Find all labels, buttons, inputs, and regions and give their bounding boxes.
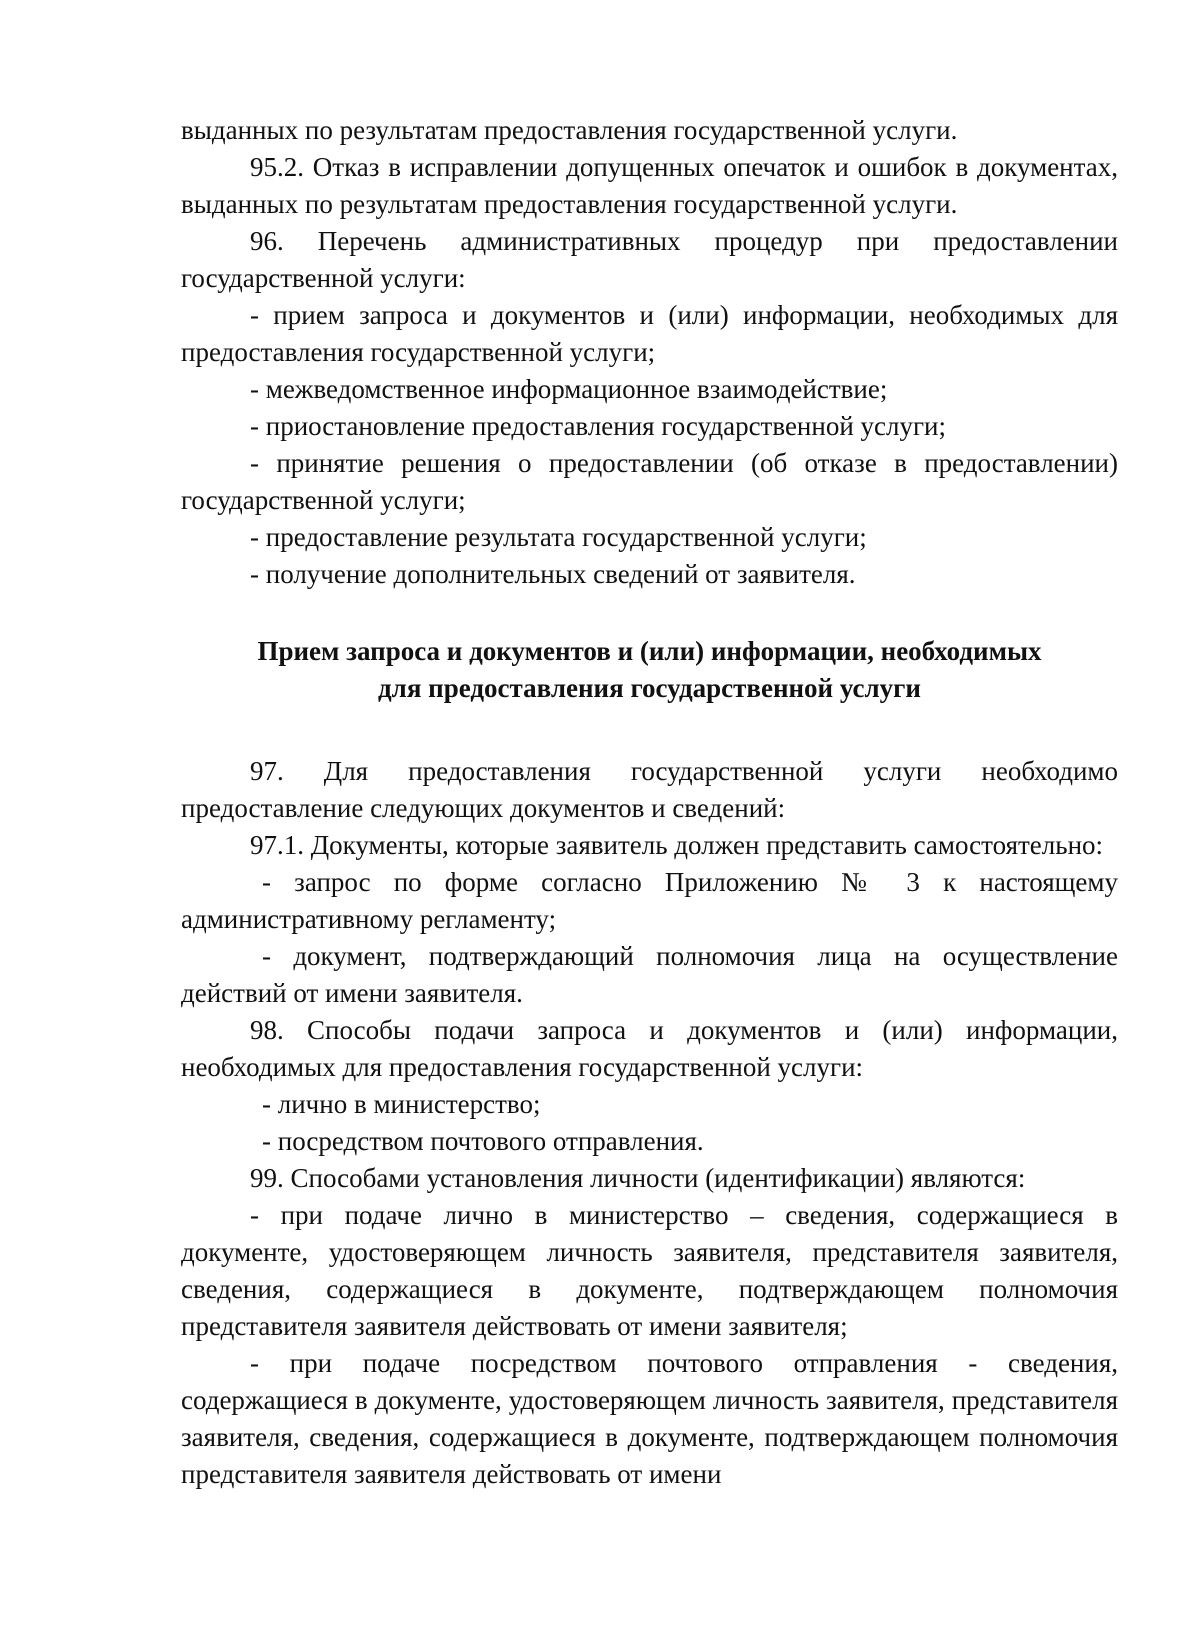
list-item: - предоставление результата государственной услуги;: [250, 522, 867, 552]
paragraph-97-1: 97.1. Документы, которые заявитель должен представить самостоятельно:: [250, 830, 1104, 860]
list-item: - запрос по форме согласно Приложению № 3 к настоящему административному регламенту;: [181, 867, 1118, 934]
paragraph-continuation: выданных по результатам предоставления государственной услуги.: [181, 115, 958, 145]
list-item: - посредством почтового отправления.: [262, 1126, 704, 1156]
list-item: - межведомственное информационное взаимодействие;: [250, 374, 888, 404]
section-heading-line-2: для предоставления государственной услуги: [378, 673, 921, 703]
list-item: - лично в министерство;: [262, 1089, 541, 1119]
section-heading: [181, 633, 1118, 707]
list-item: - прием запроса и документов и (или) информации, необходимых для предоставления государственной услуги;: [181, 300, 1118, 367]
paragraph-97: 97. Для предоставления государственной услуги необходимо предоставление следующих документов и сведений:: [181, 756, 1118, 823]
list-item: - документ, подтверждающий полномочия лица на осуществление действий от имени заявителя.: [181, 941, 1118, 1008]
list-item: - при подаче посредством почтового отправления - сведения, содержащиеся в документе, удостоверяющем личность заявителя, представителя заявителя, сведения, содержащиеся в документе, подтверждающем полномочия представителя заявителя действовать от имени: [181, 1348, 1118, 1489]
section-heading-line-1: Прием запроса и документов и (или) информации, необходимых: [257, 636, 1042, 666]
paragraph-99: 99. Способами установления личности (идентификации) являются:: [250, 1163, 1026, 1193]
list-item: - принятие решения о предоставлении (об отказе в предоставлении) государственной услуги;: [181, 448, 1118, 515]
list-item: - получение дополнительных сведений от заявителя.: [250, 559, 856, 589]
list-item: - приостановление предоставления государственной услуги;: [250, 411, 947, 441]
paragraph-95-2: 95.2. Отказ в исправлении допущенных опечаток и ошибок в документах, выданных по результатам предоставления государственной услуги.: [181, 152, 1118, 219]
paragraph-96: 96. Перечень административных процедур при предоставлении государственной услуги:: [181, 226, 1118, 293]
list-item: - при подаче лично в министерство – сведения, содержащиеся в документе, удостоверяющем личность заявителя, представителя заявителя, сведения, содержащиеся в документе, подтверждающем полномочия представителя заявителя действовать от имени заявителя;: [181, 1200, 1118, 1341]
paragraph-98: 98. Способы подачи запроса и документов и (или) информации, необходимых для предоставления государственной услуги:: [181, 1015, 1118, 1082]
document-body: [181, 112, 1118, 1493]
